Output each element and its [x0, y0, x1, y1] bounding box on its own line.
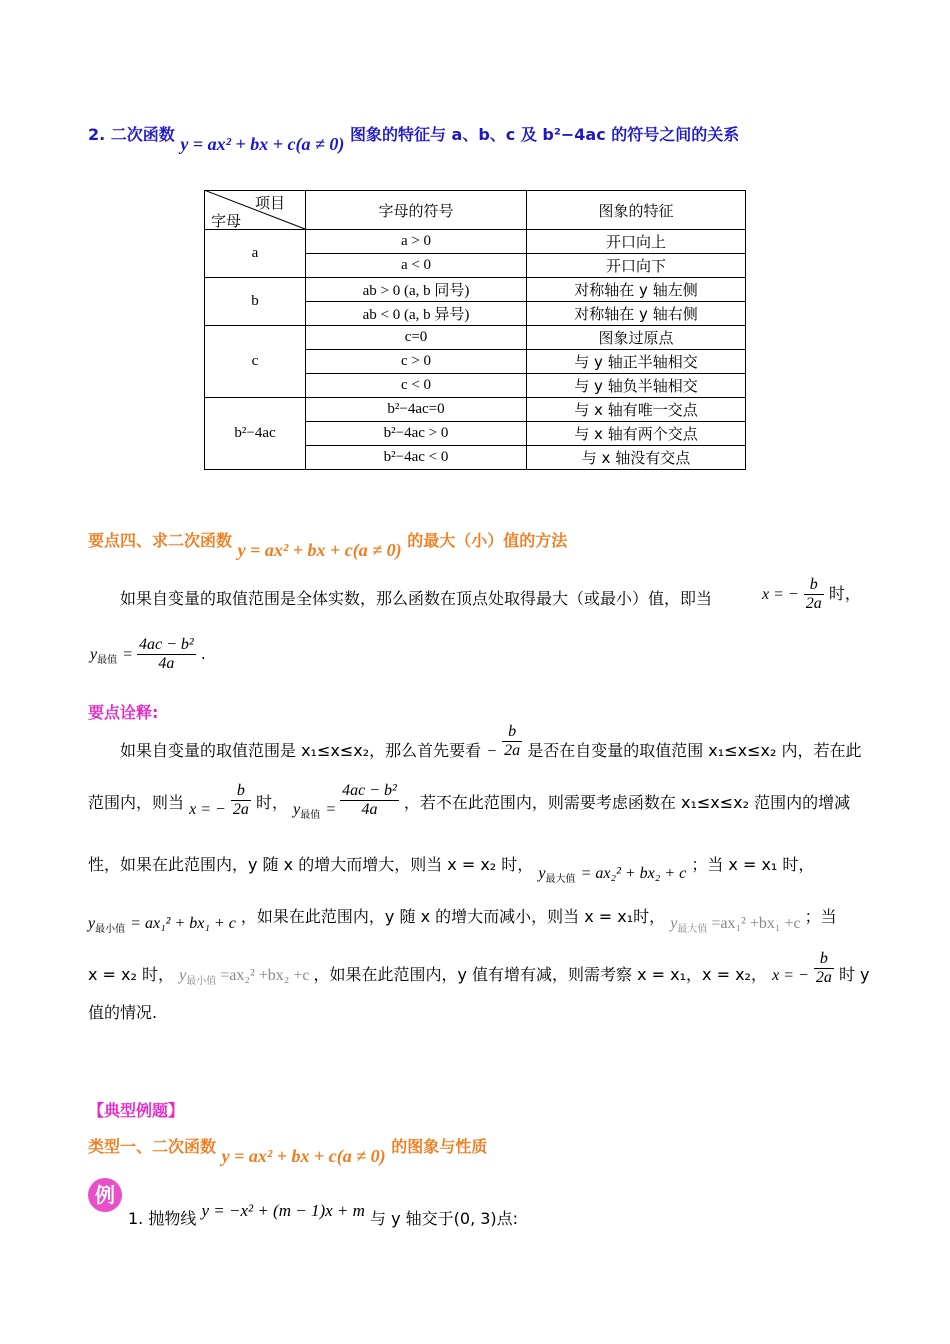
note-line-1: 如果自变量的取值范围是 x₁≤x≤x₂，那么首先要看 − $\frac{b}{2a}$ 是否在自变量的取值范围 x₁≤x≤x₂ 内，若在此 [120, 723, 862, 760]
heading-formula: y = ax² + bx + c(a ≠ 0) [180, 134, 345, 154]
section-heading-4: 要点四、求二次函数 y = ax² + bx + c(a ≠ 0) 的最大（小）值的方法 [88, 531, 568, 560]
section-heading-2 [88, 122, 740, 154]
heading-suffix: 图象的特征与 a、b、c 及 b²−4ac 的符号之间的关系 [349, 125, 740, 144]
type1-formula: y = ax² + bx + c(a ≠ 0) [221, 1146, 386, 1166]
note-line-6: 值的情况. [88, 1003, 158, 1022]
note-line-4: $y_{最小值} = ax_1^2 + bx_1 + c$ ，如果在此范围内，y 随 x 的增大而减小，则当 x = x₁时， $y_{最大值} =ax_1^2 +bx_1 +c$ ；当 [88, 907, 837, 936]
vertex-x-formula: x = − $\frac{b}{2a}$ 时， [762, 576, 861, 612]
example1-formula: y = −x² + (m − 1)x + m [201, 1201, 365, 1220]
group-letter-discriminant: b²−4ac [205, 398, 306, 470]
group-letter-c: c [205, 326, 306, 398]
example-1: 1. 抛物线 y = −x² + (m − 1)x + m 与 y 轴交于(0, 3)点: [128, 1201, 519, 1228]
paragraph-vertex-extremum: 如果自变量的取值范围是全体实数，那么函数在顶点处取得最大（或最小）值，即当 [120, 589, 713, 608]
table-row: a < 0 开口向下 [205, 254, 746, 278]
heading-prefix: 2. 二次函数 [88, 125, 175, 144]
note-line-5: x = x₂ 时， $y_{最小值} =ax_2^2 +bx_2 +c$ ，如果在此范围内，y 值有增有减，则需考察 x = x₁，x = x₂， x = − $\frac{b}{2a}$ 时 y [88, 950, 870, 988]
group-letter-a: a [205, 230, 306, 278]
table-corner-header: 项目 字母 [205, 191, 306, 230]
note-line-2: 范围内，则当 x = − $\frac{b}{2a}$ 时， $y_{最值}$ = $\frac{\text{4ac − b²}}{4a}$ ，若不在此范围内，则需要考虑函数在 x₁≤x≤x₂ 范围内的增减 [88, 782, 851, 822]
group-letter-b: b [205, 278, 306, 326]
table-row: b ab > 0 (a, b 同号) 对称轴在 y 轴左侧 [205, 278, 746, 302]
table-row: ab < 0 (a, b 异号) 对称轴在 y 轴右侧 [205, 302, 746, 326]
table-header-sign: 字母的符号 [306, 191, 527, 230]
table-row: b²−4ac b²−4ac=0 与 x 轴有唯一交点 [205, 398, 746, 422]
table-row: b²−4ac < 0 与 x 轴没有交点 [205, 446, 746, 470]
example-badge-icon: 例 [88, 1178, 122, 1212]
table-row: a a > 0 开口向上 [205, 230, 746, 254]
table-row: c > 0 与 y 轴正半轴相交 [205, 350, 746, 374]
table-row: c c=0 图象过原点 [205, 326, 746, 350]
type1-heading: 类型一、二次函数 y = ax² + bx + c(a ≠ 0) 的图象与性质 [88, 1137, 488, 1166]
corner-diagonal-line [204, 190, 306, 230]
extremum-y-formula: $y_{最值}$ = $\frac{\text{4ac − b²}}{4a}$ . [90, 636, 206, 672]
table-header-feature: 图象的特征 [527, 191, 746, 230]
examples-title: 【典型例题】 [88, 1101, 185, 1120]
table-row: c < 0 与 y 轴负半轴相交 [205, 374, 746, 398]
sign-feature-table [204, 190, 746, 470]
note-line-3: 性，如果在此范围内，y 随 x 的增大而增大，则当 x = x₂ 时， $y_{最大值} = ax_2^2 + bx_2 + c$ ；当 x = x₁ 时， [88, 855, 815, 886]
section4-formula: y = ax² + bx + c(a ≠ 0) [237, 540, 402, 560]
note-title: 要点诠释: [88, 703, 159, 722]
table-row: b²−4ac > 0 与 x 轴有两个交点 [205, 422, 746, 446]
